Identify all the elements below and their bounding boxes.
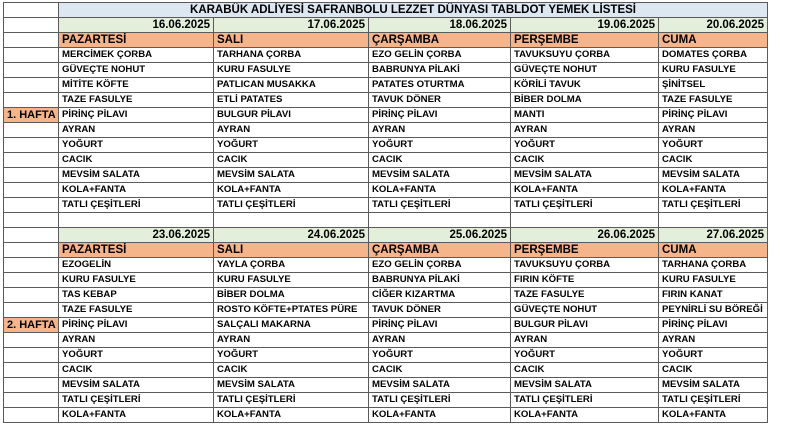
date-row-left-cell	[4, 228, 59, 243]
meal-cell: KOLA+FANTA	[214, 183, 369, 198]
meal-cell: FIRIN KÖFTE	[511, 273, 659, 288]
date-cell: 17.06.2025	[214, 18, 369, 33]
week-side-cell	[4, 93, 59, 108]
meal-cell: BULGUR PİLAVI	[214, 108, 369, 123]
meal-cell: CACIK	[369, 363, 511, 378]
meal-cell: PEYNİRLİ SU BÖREĞİ	[659, 303, 768, 318]
meal-cell: AYRAN	[369, 333, 511, 348]
meal-cell: KURU FASULYE	[659, 63, 768, 78]
meal-cell: MEVSİM SALATA	[659, 168, 768, 183]
meal-cell: FIRIN KANAT	[659, 288, 768, 303]
week-side-cell	[4, 273, 59, 288]
meal-row	[4, 168, 768, 183]
meal-cell: EZO GELİN ÇORBA	[369, 258, 511, 273]
meal-cell: KOLA+FANTA	[59, 183, 214, 198]
week-side-cell	[4, 168, 59, 183]
meal-cell: CACIK	[59, 153, 214, 168]
meal-cell: MEVSİM SALATA	[511, 168, 659, 183]
meal-cell: CACIK	[659, 153, 768, 168]
day-name-cell: CUMA	[659, 243, 768, 258]
meal-cell: KOLA+FANTA	[59, 408, 214, 423]
meal-cell: AYRAN	[59, 333, 214, 348]
meal-cell: AYRAN	[369, 123, 511, 138]
meal-cell: KOLA+FANTA	[369, 408, 511, 423]
meal-row	[4, 183, 768, 198]
meal-row	[4, 408, 768, 423]
meal-cell: KOLA+FANTA	[659, 183, 768, 198]
meal-cell: TARHANA ÇORBA	[214, 48, 369, 63]
date-cell: 26.06.2025	[511, 228, 659, 243]
meal-cell: CACIK	[214, 363, 369, 378]
meal-row	[4, 303, 768, 318]
week-side-cell	[4, 123, 59, 138]
meal-cell: MEVSİM SALATA	[369, 168, 511, 183]
meal-cell: SALÇALI MAKARNA	[214, 318, 369, 333]
meal-cell: TAVUKSUYU ÇORBA	[511, 48, 659, 63]
date-cell: 27.06.2025	[659, 228, 768, 243]
meal-cell: ETLİ PATATES	[214, 93, 369, 108]
day-row-left-cell	[4, 243, 59, 258]
meal-cell: DOMATES ÇORBA	[659, 48, 768, 63]
week-side-cell	[4, 408, 59, 423]
meal-cell: EZO GELİN ÇORBA	[369, 48, 511, 63]
meal-cell: KOLA+FANTA	[214, 408, 369, 423]
meal-row	[4, 48, 768, 63]
meal-cell: CACIK	[511, 153, 659, 168]
week-side-cell	[4, 378, 59, 393]
meal-row	[4, 198, 768, 213]
date-cell: 24.06.2025	[214, 228, 369, 243]
title-row	[4, 3, 768, 18]
meal-cell: CACIK	[214, 153, 369, 168]
separator-cell	[659, 213, 768, 228]
meal-cell: TATLI ÇEŞİTLERİ	[659, 198, 768, 213]
meal-cell: TAZE FASULYE	[59, 93, 214, 108]
separator-cell	[4, 213, 59, 228]
meal-cell: AYRAN	[511, 333, 659, 348]
week-side-cell	[4, 393, 59, 408]
meal-cell: BABRUNYA PİLAKİ	[369, 273, 511, 288]
date-row-left-cell	[4, 18, 59, 33]
meal-cell: TAZE FASULYE	[659, 93, 768, 108]
day-name-cell: ÇARŞAMBA	[369, 243, 511, 258]
week-side-cell	[4, 363, 59, 378]
meal-cell: YOĞURT	[511, 348, 659, 363]
meal-cell: KURU FASULYE	[214, 63, 369, 78]
separator-row	[4, 213, 768, 228]
meal-cell: GÜVEÇTE NOHUT	[511, 63, 659, 78]
meal-cell: MEVSİM SALATA	[214, 378, 369, 393]
day-name-cell: CUMA	[659, 33, 768, 48]
title-left-cell	[4, 3, 59, 18]
meal-cell: AYRAN	[659, 333, 768, 348]
week-side-cell	[4, 153, 59, 168]
meal-row	[4, 273, 768, 288]
meal-cell: TATLI ÇEŞİTLERİ	[214, 198, 369, 213]
week-label: 2. HAFTA	[4, 318, 59, 333]
day-name-cell: PAZARTESİ	[59, 33, 214, 48]
day-name-cell: SALI	[214, 243, 369, 258]
separator-cell	[214, 213, 369, 228]
meal-cell: BULGUR PİLAVI	[511, 318, 659, 333]
meal-cell: BABRUNYA PİLAKİ	[369, 63, 511, 78]
day-header-row	[4, 33, 768, 48]
meal-cell: GÜVEÇTE NOHUT	[511, 303, 659, 318]
meal-cell: PİRİNÇ PİLAVI	[59, 318, 214, 333]
meal-cell: AYRAN	[214, 123, 369, 138]
day-name-cell: PAZARTESİ	[59, 243, 214, 258]
meal-cell: MEVSİM SALATA	[214, 168, 369, 183]
meal-cell: TARHANA ÇORBA	[659, 258, 768, 273]
meal-cell: YOĞURT	[369, 138, 511, 153]
day-name-cell: PERŞEMBE	[511, 243, 659, 258]
day-name-cell: PERŞEMBE	[511, 33, 659, 48]
meal-row	[4, 318, 768, 333]
meal-cell: KOLA+FANTA	[659, 408, 768, 423]
meal-cell: YOĞURT	[511, 138, 659, 153]
meal-cell: PİRİNÇ PİLAVI	[659, 318, 768, 333]
meal-cell: PATLICAN MUSAKKA	[214, 78, 369, 93]
meal-cell: MEVSİM SALATA	[59, 378, 214, 393]
meal-cell: PATATES OTURTMA	[369, 78, 511, 93]
meal-cell: PİRİNÇ PİLAVI	[369, 108, 511, 123]
meal-cell: MERCİMEK ÇORBA	[59, 48, 214, 63]
meal-row	[4, 78, 768, 93]
week-side-cell	[4, 303, 59, 318]
meal-cell: CİĞER KIZARTMA	[369, 288, 511, 303]
week-side-cell	[4, 258, 59, 273]
meal-cell: KOLA+FANTA	[511, 183, 659, 198]
meal-row	[4, 348, 768, 363]
meal-cell: CACIK	[369, 153, 511, 168]
meal-cell: YOĞURT	[59, 138, 214, 153]
meal-cell: KURU FASULYE	[659, 273, 768, 288]
day-row-left-cell	[4, 33, 59, 48]
meal-cell: YOĞURT	[659, 348, 768, 363]
meal-cell: MEVSİM SALATA	[369, 378, 511, 393]
meal-cell: MEVSİM SALATA	[511, 378, 659, 393]
week-side-cell	[4, 63, 59, 78]
meal-row	[4, 288, 768, 303]
day-name-cell: SALI	[214, 33, 369, 48]
meal-cell: TATLI ÇEŞİTLERİ	[59, 393, 214, 408]
meal-cell: PİRİNÇ PİLAVI	[369, 318, 511, 333]
meal-cell: TATLI ÇEŞİTLERİ	[369, 198, 511, 213]
meal-cell: TAVUKSUYU ÇORBA	[511, 258, 659, 273]
date-cell: 18.06.2025	[369, 18, 511, 33]
meal-cell: KURU FASULYE	[59, 273, 214, 288]
meal-row	[4, 333, 768, 348]
meal-row	[4, 393, 768, 408]
meal-row	[4, 153, 768, 168]
meal-cell: AYRAN	[511, 123, 659, 138]
meal-cell: MEVSİM SALATA	[659, 378, 768, 393]
meal-cell: TATLI ÇEŞİTLERİ	[369, 393, 511, 408]
week-side-cell	[4, 138, 59, 153]
menu-table	[3, 2, 768, 423]
separator-cell	[369, 213, 511, 228]
meal-cell: YOĞURT	[59, 348, 214, 363]
meal-cell: ŞİNİTSEL	[659, 78, 768, 93]
meal-cell: TATLI ÇEŞİTLERİ	[511, 393, 659, 408]
week-side-cell	[4, 78, 59, 93]
meal-cell: TAVUK DÖNER	[369, 93, 511, 108]
date-cell: 16.06.2025	[59, 18, 214, 33]
meal-cell: BİBER DOLMA	[511, 93, 659, 108]
separator-cell	[59, 213, 214, 228]
week-label: 1. HAFTA	[4, 108, 59, 123]
meal-cell: TAZE FASULYE	[59, 303, 214, 318]
meal-cell: CACIK	[59, 363, 214, 378]
meal-cell: TATLI ÇEŞİTLERİ	[214, 393, 369, 408]
day-header-row	[4, 243, 768, 258]
meal-row	[4, 63, 768, 78]
meal-cell: PİRİNÇ PİLAVI	[659, 108, 768, 123]
meal-cell: KOLA+FANTA	[511, 408, 659, 423]
meal-row	[4, 258, 768, 273]
meal-cell: BİBER DOLMA	[214, 288, 369, 303]
meal-cell: TAVUK DÖNER	[369, 303, 511, 318]
meal-cell: TAZE FASULYE	[511, 288, 659, 303]
meal-cell: YOĞURT	[214, 138, 369, 153]
meal-row	[4, 138, 768, 153]
week-side-cell	[4, 348, 59, 363]
meal-cell: YOĞURT	[214, 348, 369, 363]
meal-row	[4, 108, 768, 123]
meal-cell: TATLI ÇEŞİTLERİ	[59, 198, 214, 213]
meal-cell: YOĞURT	[369, 348, 511, 363]
week-side-cell	[4, 333, 59, 348]
date-cell: 25.06.2025	[369, 228, 511, 243]
meal-cell: TATLI ÇEŞİTLERİ	[511, 198, 659, 213]
meal-cell: YAYLA ÇORBA	[214, 258, 369, 273]
meal-row	[4, 93, 768, 108]
week-side-cell	[4, 288, 59, 303]
day-name-cell: ÇARŞAMBA	[369, 33, 511, 48]
meal-cell: KOLA+FANTA	[369, 183, 511, 198]
meal-row	[4, 363, 768, 378]
date-cell: 20.06.2025	[659, 18, 768, 33]
meal-cell: MEVSİM SALATA	[59, 168, 214, 183]
date-cell: 23.06.2025	[59, 228, 214, 243]
meal-cell: TATLI ÇEŞİTLERİ	[659, 393, 768, 408]
meal-cell: TAS KEBAP	[59, 288, 214, 303]
meal-cell: EZOGELİN	[59, 258, 214, 273]
meal-cell: PİRİNÇ PİLAVI	[59, 108, 214, 123]
separator-cell	[511, 213, 659, 228]
week-side-cell	[4, 183, 59, 198]
meal-cell: KURU FASULYE	[214, 273, 369, 288]
date-cell: 19.06.2025	[511, 18, 659, 33]
meal-cell: MİTİTE KÖFTE	[59, 78, 214, 93]
date-row	[4, 228, 768, 243]
meal-cell: GÜVEÇTE NOHUT	[59, 63, 214, 78]
meal-cell: AYRAN	[659, 123, 768, 138]
meal-cell: ROSTO KÖFTE+PTATES PÜRE	[214, 303, 369, 318]
meal-cell: AYRAN	[59, 123, 214, 138]
meal-row	[4, 378, 768, 393]
meal-cell: CACIK	[659, 363, 768, 378]
meal-cell: YOĞURT	[659, 138, 768, 153]
menu-title: KARABÜK ADLİYESİ SAFRANBOLU LEZZET DÜNYASI TABLDOT YEMEK LİSTESİ	[59, 3, 768, 18]
meal-cell: AYRAN	[214, 333, 369, 348]
meal-cell: KÖRİLİ TAVUK	[511, 78, 659, 93]
date-row	[4, 18, 768, 33]
meal-row	[4, 123, 768, 138]
meal-cell: MANTI	[511, 108, 659, 123]
meal-cell: CACIK	[511, 363, 659, 378]
week-side-cell	[4, 198, 59, 213]
week-side-cell	[4, 48, 59, 63]
